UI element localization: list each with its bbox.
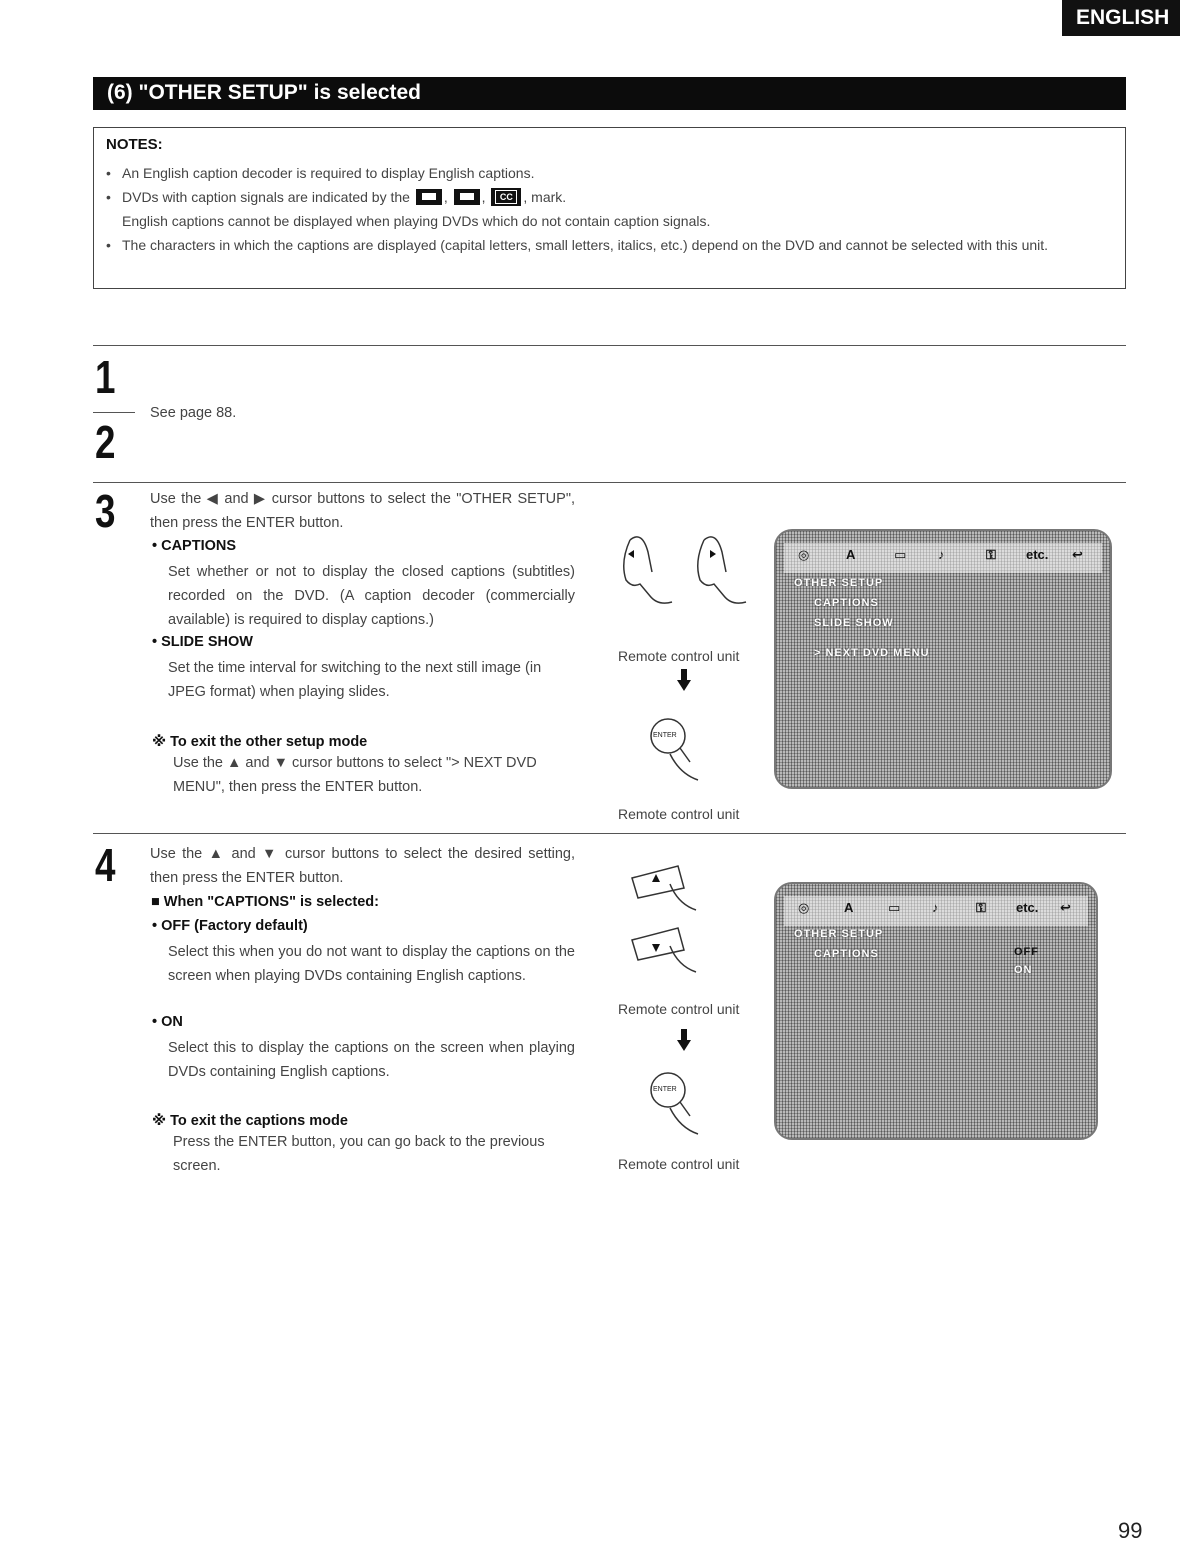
divider xyxy=(93,482,1126,483)
disc-icon: ◎ xyxy=(798,900,810,915)
cc-mark-icon xyxy=(491,188,521,206)
enter-label: ENTER xyxy=(653,1086,677,1093)
divider-short xyxy=(93,412,135,413)
divider xyxy=(93,833,1126,834)
note-2-end: , mark. xyxy=(523,189,567,205)
when-captions-heading: ■ When "CAPTIONS" is selected: xyxy=(151,894,379,910)
key-icon: ⚿ xyxy=(976,900,986,915)
osd-line: OTHER SETUP xyxy=(794,577,884,589)
note-2b-text: English captions cannot be displayed when playing DVDs which do not contain caption signals. xyxy=(122,213,711,229)
step-3-text-pre: Use the xyxy=(150,491,202,507)
note-3: • The characters in which the captions are displayed (capital letters, small letters, italics, etc.) depend on the DVD and cannot be selected with this unit. xyxy=(106,237,1049,253)
step-3-text-post: cursor buttons to select the "OTHER SETUP", then press the ENTER button. xyxy=(150,491,576,531)
caption-mark-icon xyxy=(454,189,480,205)
on-heading: • ON xyxy=(152,1014,183,1030)
enter-label: ENTER xyxy=(653,732,677,739)
note-1-text: An English caption decoder is required to display English captions. xyxy=(122,165,535,181)
up-arrow-icon: ▲ xyxy=(227,755,242,771)
exit-other-setup-body-mid: and xyxy=(245,755,270,771)
note-2b xyxy=(106,209,1115,233)
up-arrow-icon: ▲ xyxy=(208,846,226,862)
down-arrow-icon: ▼ xyxy=(262,846,279,862)
return-icon: ↩ xyxy=(1072,547,1083,562)
cc-mark-label: CC xyxy=(495,190,517,204)
step-4-text xyxy=(150,842,575,890)
caption-mark-icon xyxy=(416,189,442,205)
note-1: • An English caption decoder is required to display English captions. xyxy=(106,165,535,181)
exit-other-setup-body-post: cursor buttons to select "> NEXT DVD MENU", then press the ENTER button. xyxy=(173,755,537,795)
on-heading-text: ON xyxy=(161,1014,183,1030)
left-arrow-icon: ◀ xyxy=(206,491,220,507)
slide-show-heading: • SLIDE SHOW xyxy=(152,634,253,650)
other-setup-icon: etc. xyxy=(1026,547,1049,562)
note-2-sep-1: , xyxy=(443,189,448,205)
key-icon: ⚿ xyxy=(986,547,996,562)
captions-heading: • CAPTIONS xyxy=(152,538,237,554)
notes-box xyxy=(93,127,1126,289)
step-2-number: 2 xyxy=(95,416,116,468)
remote-up-down-figure xyxy=(620,858,730,988)
when-captions-heading-text: When "CAPTIONS" is selected: xyxy=(163,894,379,910)
down-arrow-icon xyxy=(677,669,691,691)
step-4-text-pre: Use the xyxy=(150,846,203,862)
divider xyxy=(93,345,1126,346)
note-3-text: The characters in which the captions are displayed (capital letters, small letters, italics, etc.) depend on the DVD and cannot be selected with this unit. xyxy=(122,237,1049,253)
osd-screen-other-setup xyxy=(774,529,1112,789)
exit-captions-heading-text: To exit the captions mode xyxy=(170,1113,348,1129)
osd-line: OTHER SETUP xyxy=(794,928,884,940)
remote-label: Remote control unit xyxy=(618,1001,740,1017)
screen-icon: ▭ xyxy=(894,547,907,562)
captions-body: Set whether or not to display the closed captions (subtitles) recorded on the DVD. (A caption decoder (commercially available) is required to display captions.) xyxy=(168,564,575,628)
section-title: (6) "OTHER SETUP" is selected xyxy=(93,77,1126,110)
step-3-text xyxy=(150,487,575,535)
enter-button-figure xyxy=(640,714,730,794)
remote-left-right-figure xyxy=(612,522,762,612)
osd-line: CAPTIONS xyxy=(814,597,879,609)
notes-title: NOTES: xyxy=(106,136,163,153)
step-3-text-mid: and xyxy=(224,491,249,507)
other-setup-icon: etc. xyxy=(1016,900,1039,915)
step-1-2-text: See page 88. xyxy=(150,405,237,421)
exit-captions-heading: ※ To exit the captions mode xyxy=(152,1113,348,1129)
audio-icon: ♪ xyxy=(932,900,939,915)
step-4-text-post: cursor buttons to select the desired setting, then press the ENTER button. xyxy=(150,846,576,886)
remote-label: Remote control unit xyxy=(618,648,740,664)
exit-other-setup-body-pre: Use the xyxy=(173,755,223,771)
step-4-number: 4 xyxy=(95,839,116,891)
return-icon: ↩ xyxy=(1060,900,1071,915)
osd-line: OFF xyxy=(1014,946,1039,958)
exit-captions-body: Press the ENTER button, you can go back to the previous screen. xyxy=(173,1134,545,1174)
step-1-number: 1 xyxy=(95,351,116,403)
exit-other-setup-heading: ※ To exit the other setup mode xyxy=(152,734,368,750)
audio-icon: ♪ xyxy=(938,547,945,562)
remote-label: Remote control unit xyxy=(618,1156,740,1172)
osd-line: SLIDE SHOW xyxy=(814,617,894,629)
slide-show-body: Set the time interval for switching to the next still image (in JPEG format) when playing slides. xyxy=(168,660,542,700)
step-3-number: 3 xyxy=(95,485,116,537)
language-icon: A xyxy=(844,900,854,915)
osd-line: > NEXT DVD MENU xyxy=(814,647,930,659)
remote-label: Remote control unit xyxy=(618,806,740,822)
screen-icon: ▭ xyxy=(888,900,901,915)
on-body: Select this to display the captions on the screen when playing DVDs containing English captions. xyxy=(168,1040,575,1080)
off-heading-text: OFF (Factory default) xyxy=(161,918,308,934)
exit-other-setup-body xyxy=(173,751,578,799)
osd-screen-captions xyxy=(774,882,1098,1140)
page-number: 99 xyxy=(1118,1518,1143,1543)
osd-line: ON xyxy=(1014,964,1033,976)
off-body: Select this when you do not want to display the captions on the screen when playing DVDs containing English captions. xyxy=(168,944,575,984)
note-2-text: DVDs with caption signals are indicated by the xyxy=(122,189,410,205)
exit-other-setup-heading-text: To exit the other setup mode xyxy=(170,734,368,750)
step-4-text-mid: and xyxy=(231,846,256,862)
note-2-sep-2: , xyxy=(481,189,486,205)
right-arrow-icon: ▶ xyxy=(253,491,267,507)
down-arrow-icon xyxy=(677,1029,691,1051)
off-heading: • OFF (Factory default) xyxy=(152,918,308,934)
down-arrow-icon: ▼ xyxy=(273,755,288,771)
note-2: • DVDs with caption signals are indicated by the , , CC , mark. xyxy=(106,189,567,205)
language-tab: ENGLISH xyxy=(1062,0,1180,36)
captions-heading-text: CAPTIONS xyxy=(161,538,237,554)
language-icon: A xyxy=(846,547,856,562)
enter-button-figure xyxy=(640,1070,730,1150)
osd-line: CAPTIONS xyxy=(814,948,879,960)
disc-icon: ◎ xyxy=(798,547,810,562)
slide-show-heading-text: SLIDE SHOW xyxy=(161,634,253,650)
